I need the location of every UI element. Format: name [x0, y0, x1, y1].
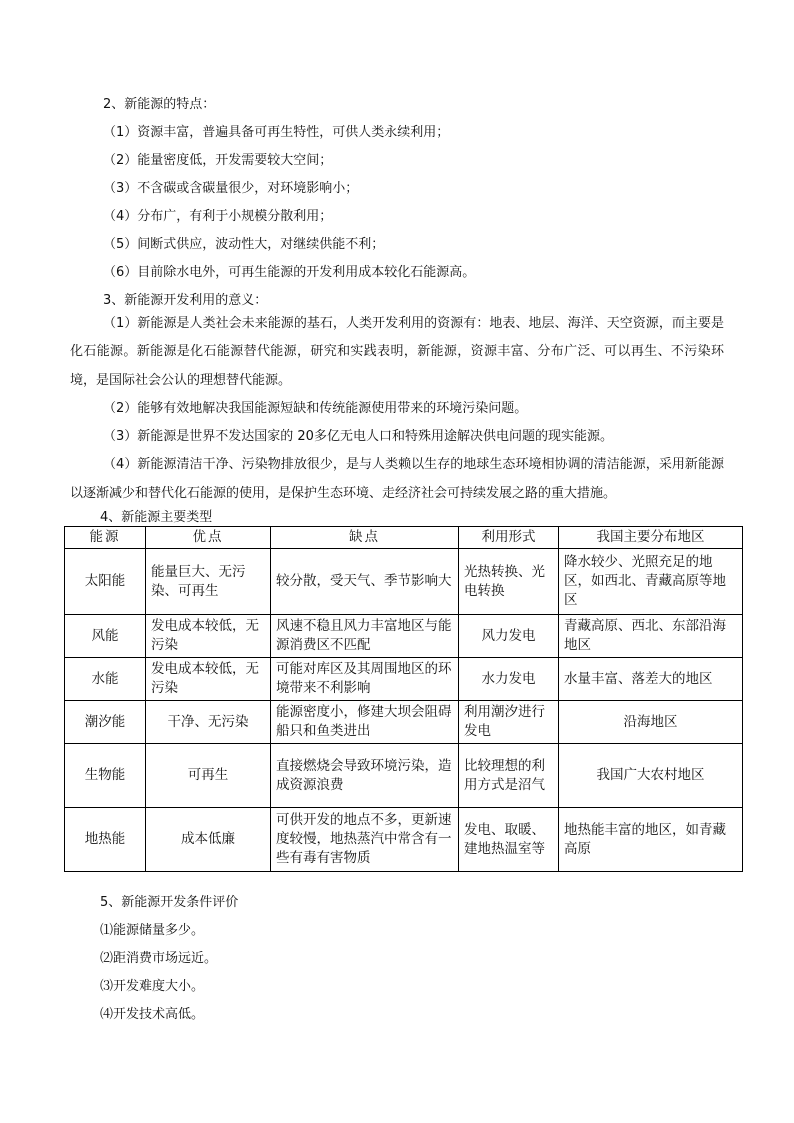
- column-header: 缺点: [271, 527, 459, 549]
- table-cell: 水量丰富、落差大的地区: [559, 658, 743, 701]
- table-cell: 成本低廉: [146, 808, 271, 872]
- column-header: 我国主要分布地区: [559, 527, 743, 549]
- list-item: （1）资源丰富，普遍具备可再生特性，可供人类永续利用；: [103, 125, 450, 140]
- list-item: ⑴能源储量多少。: [100, 923, 205, 938]
- energy-types-table: [64, 526, 743, 872]
- section-heading: 3、新能源开发利用的意义：: [103, 293, 268, 308]
- table-row: [65, 615, 743, 658]
- paragraph-text: （1）新能源是人类社会未来能源的基石，人类开发利用的资源有：地表、地层、海洋、天空资源，而主要是化石能源。新能源是化石能源替代能源，研究和实践表明，新能源，资源丰富、分布广泛、可以再生、不污染环境，是国际社会公认的理想替代能源。: [70, 316, 724, 388]
- table-cell: 干净、无污染: [146, 701, 271, 744]
- table-cell: 生物能: [65, 744, 146, 808]
- section-heading: 2、新能源的特点：: [103, 97, 216, 112]
- list-item: ⑶开发难度大小。: [100, 979, 205, 994]
- section-heading: 5、新能源开发条件评价: [100, 895, 239, 910]
- table-cell: 光热转换、光电转换: [459, 549, 559, 615]
- table-cell: 较分散，受天气、季节影响大: [271, 549, 459, 615]
- table-row: [65, 549, 743, 615]
- table-cell: 可能对库区及其周围地区的环境带来不利影响: [271, 658, 459, 701]
- table-cell: 发电、取暖、建地热温室等: [459, 808, 559, 872]
- table-cell: 地热能: [65, 808, 146, 872]
- table-cell: 青藏高原、西北、东部沿海地区: [559, 615, 743, 658]
- table-cell: 地热能丰富的地区，如青藏高原: [559, 808, 743, 872]
- table-cell: 发电成本较低，无污染: [146, 615, 271, 658]
- table-cell: 太阳能: [65, 549, 146, 615]
- table-cell: 水力发电: [459, 658, 559, 701]
- table-cell: 风力发电: [459, 615, 559, 658]
- table-cell: 可再生: [146, 744, 271, 808]
- table-cell: 风速不稳且风力丰富地区与能源消费区不匹配: [271, 615, 459, 658]
- table-caption: 4、新能源主要类型: [100, 510, 213, 525]
- section-characteristics: [70, 91, 724, 315]
- table-cell: 潮汐能: [65, 701, 146, 744]
- table-cell: 发电成本较低，无污染: [146, 658, 271, 701]
- table-cell: 降水较少、光照充足的地区，如西北、青藏高原等地区: [559, 549, 743, 615]
- section-significance: [70, 310, 724, 508]
- paragraph: [70, 451, 724, 508]
- table-cell: 风能: [65, 615, 146, 658]
- paragraph: [70, 310, 724, 395]
- paragraph-text: （4）新能源清洁干净、污染物排放很少，是与人类赖以生存的地球生态环境相协调的清洁能源，采用新能源以逐渐减少和替代化石能源的使用，是保护生态环境、走经济社会可持续发展之路的重大措施。: [70, 457, 724, 501]
- list-item: ⑷开发技术高低。: [100, 1007, 205, 1022]
- table-row: [65, 808, 743, 872]
- table-row: [65, 658, 743, 701]
- table-cell: 水能: [65, 658, 146, 701]
- table-cell: 比较理想的利用方式是沼气: [459, 744, 559, 808]
- table-row: [65, 701, 743, 744]
- table-row: [65, 744, 743, 808]
- column-header: 优点: [146, 527, 271, 549]
- paragraph: [70, 395, 724, 423]
- table-header-row: [65, 527, 743, 549]
- table-cell: 可供开发的地点不多，更新速度较慢，地热蒸汽中常含有一些有毒有害物质: [271, 808, 459, 872]
- table-cell: 利用潮汐进行发电: [459, 701, 559, 744]
- list-item: （4）分布广，有利于小规模分散利用；: [103, 209, 333, 224]
- table-cell: 直接燃烧会导致环境污染，造成资源浪费: [271, 744, 459, 808]
- table-cell: 沿海地区: [559, 701, 743, 744]
- list-item: （2）能量密度低，开发需要较大空间；: [103, 153, 333, 168]
- list-item: （6）目前除水电外，可再生能源的开发利用成本较化石能源高。: [103, 265, 476, 280]
- paragraph-text: （3）新能源是世界不发达国家的 20多亿无电人口和特殊用途解决供电问题的现实能源。: [103, 429, 613, 445]
- paragraph-text: （2）能够有效地解决我国能源短缺和传统能源使用带来的环境污染问题。: [103, 400, 528, 416]
- table-cell: 我国广大农村地区: [559, 744, 743, 808]
- paragraph: [70, 423, 724, 451]
- column-header: 能源: [65, 527, 146, 549]
- list-item: （3）不含碳或含碳量很少，对环境影响小；: [103, 181, 359, 196]
- table-cell: 能量巨大、无污染、可再生: [146, 549, 271, 615]
- list-item: ⑵距消费市场远近。: [100, 951, 218, 966]
- section-evaluation: [100, 889, 700, 1029]
- table-cell: 能源密度小，修建大坝会阻碍船只和鱼类进出: [271, 701, 459, 744]
- list-item: （5）间断式供应，波动性大，对继续供能不利；: [103, 237, 385, 252]
- column-header: 利用形式: [459, 527, 559, 549]
